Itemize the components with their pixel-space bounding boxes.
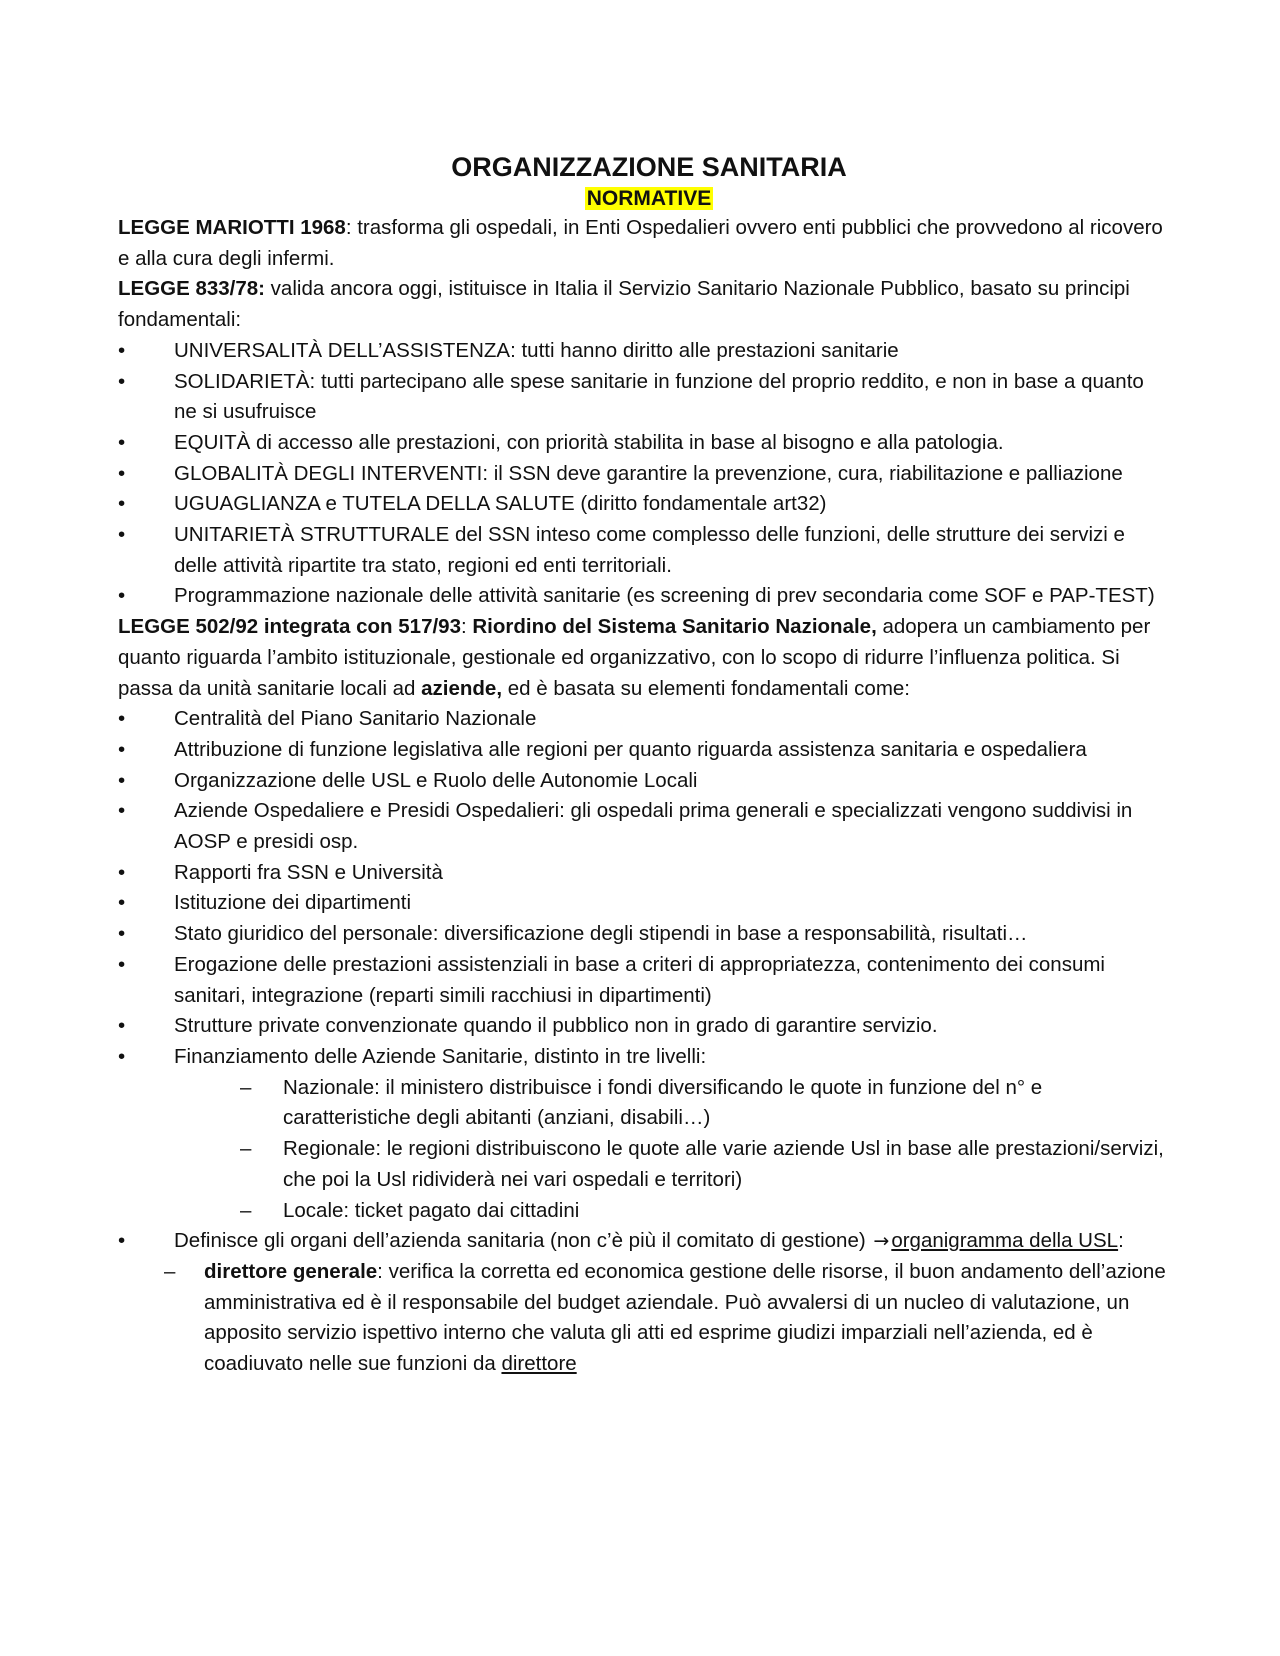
list-item-organs (118, 1226, 1168, 1380)
list-item: • Rapporti fra SSN e Università (118, 858, 1168, 889)
organs-list (118, 1257, 1168, 1380)
list-item: – Nazionale: il ministero distribuisce i fondi diversificando le quote in funzione del n° e caratteristiche degli abitanti (anziani, disabili…) (240, 1073, 1168, 1134)
list-item: • EQUITÀ di accesso alle prestazioni, con priorità stabilita in base al bisogno e alla patologia. (118, 428, 1168, 459)
list-item: • Istituzione dei dipartimenti (118, 888, 1168, 919)
list-item: • Centralità del Piano Sanitario Nazionale (118, 704, 1168, 735)
financing-levels-list (174, 1073, 1168, 1227)
direttore-generale-label: direttore generale (204, 1259, 378, 1283)
financing-text: Finanziamento delle Aziende Sanitarie, distinto in tre livelli: (174, 1044, 707, 1068)
list-item: • Erogazione delle prestazioni assistenziali in base a criteri di appropriatezza, contenimento dei consumi sanitari, integrazione (reparti simili racchiusi in dipartimenti) (118, 950, 1168, 1011)
list-item-financing (118, 1042, 1168, 1226)
list-item: – Regionale: le regioni distribuiscono le quote alle varie aziende Usl in base alle prestazioni/servizi, che poi la Usl ridividerà nei vari ospedali e territori) (240, 1134, 1168, 1195)
organs-colon: : (1118, 1229, 1124, 1253)
law-text-mariotti: : trasforma gli ospedali, in Enti Ospedalieri ovvero enti pubblici che provvedono al ricovero e alla cura degli infermi. (118, 216, 1163, 270)
list-item: • Stato giuridico del personale: diversificazione degli stipendi in base a responsabilità, risultati… (118, 919, 1168, 950)
law-label-mariotti: LEGGE MARIOTTI 1968 (118, 216, 346, 239)
subtitle-line (118, 184, 1168, 213)
arrow-right-icon: → (873, 1230, 890, 1253)
law-text-833: valida ancora oggi, istituisce in Italia il Servizio Sanitario Nazionale Pubblico, basato su principi fondamentali: (118, 277, 1130, 332)
direttore-link[interactable]: direttore (501, 1352, 577, 1376)
law-label-502: LEGGE 502/92 integrata con 517/93 (118, 615, 461, 639)
list-item: • SOLIDARIETÀ: tutti partecipano alle spese sanitarie in funzione del proprio reddito, e non in base a quanto ne si usufruisce (118, 367, 1168, 428)
law-text-502-part2: ed è basata su elementi fondamentali come: (502, 676, 910, 700)
list-item: • Organizzazione delle USL e Ruolo delle Autonomie Locali (118, 766, 1168, 797)
law-separator: : (460, 615, 473, 639)
list-item-direttore-generale (164, 1257, 1168, 1380)
law-text-502-part1: adopera un cambiamento per quanto riguarda l’ambito istituzionale, gestionale ed organizzativo, con lo scopo di ridurre l’influenza politica. Si passa da unità sanitarie locali ad (118, 615, 1151, 700)
list-item: • UNIVERSALITÀ DELL’ASSISTENZA: tutti hanno diritto alle prestazioni sanitarie (118, 336, 1168, 367)
list-item: • UGUAGLIANZA e TUTELA DELLA SALUTE (diritto fondamentale art32) (118, 489, 1168, 520)
section-subtitle-highlighted: NORMATIVE (586, 187, 712, 210)
document-page (118, 150, 1168, 1380)
organigramma-link[interactable]: organigramma della USL (891, 1229, 1119, 1253)
list-item: • Aziende Ospedaliere e Presidi Ospedalieri: gli ospedali prima generali e specializzati vengono suddivisi in AOSP e presidi osp. (118, 796, 1168, 857)
paragraph-legge-502 (118, 612, 1168, 704)
law-title-riordino: Riordino del Sistema Sanitario Nazionale, (472, 615, 877, 639)
list-item: • GLOBALITÀ DEGLI INTERVENTI: il SSN deve garantire la prevenzione, cura, riabilitazione e palliazione (118, 459, 1168, 490)
paragraph-legge-833 (118, 274, 1168, 335)
law-label-833: LEGGE 833/78: (118, 277, 265, 301)
principles-list (118, 336, 1168, 612)
list-item: • Attribuzione di funzione legislativa alle regioni per quanto riguarda assistenza sanitaria e ospedaliera (118, 735, 1168, 766)
elements-list (118, 704, 1168, 1379)
list-item: – Locale: ticket pagato dai cittadini (240, 1196, 1168, 1227)
keyword-aziende: aziende, (421, 676, 503, 700)
direttore-generale-text: : verifica la corretta ed economica gestione delle risorse, il buon andamento dell’azione amministrativa ed è il responsabile del budget aziendale. Può avvalersi di un nucleo di valutazione, un apposito servizio ispettivo interno che valuta gli atti ed esprime giudizi imparziali nell’azienda, ed è coadiuvato nelle sue funzioni da (204, 1259, 1166, 1376)
list-item: • UNITARIETÀ STRUTTURALE del SSN inteso come complesso delle funzioni, delle strutture dei servizi e delle attività ripartite tra stato, regioni ed enti territoriali. (118, 520, 1168, 581)
list-item: • Programmazione nazionale delle attività sanitarie (es screening di prev secondaria come SOF e PAP-TEST) (118, 581, 1168, 612)
paragraph-legge-mariotti (118, 213, 1168, 274)
page-title: ORGANIZZAZIONE SANITARIA (451, 152, 847, 182)
list-item: • Strutture private convenzionate quando il pubblico non in grado di garantire servizio. (118, 1011, 1168, 1042)
organs-text: Definisce gli organi dell’azienda sanitaria (non c’è più il comitato di gestione) (174, 1229, 872, 1253)
